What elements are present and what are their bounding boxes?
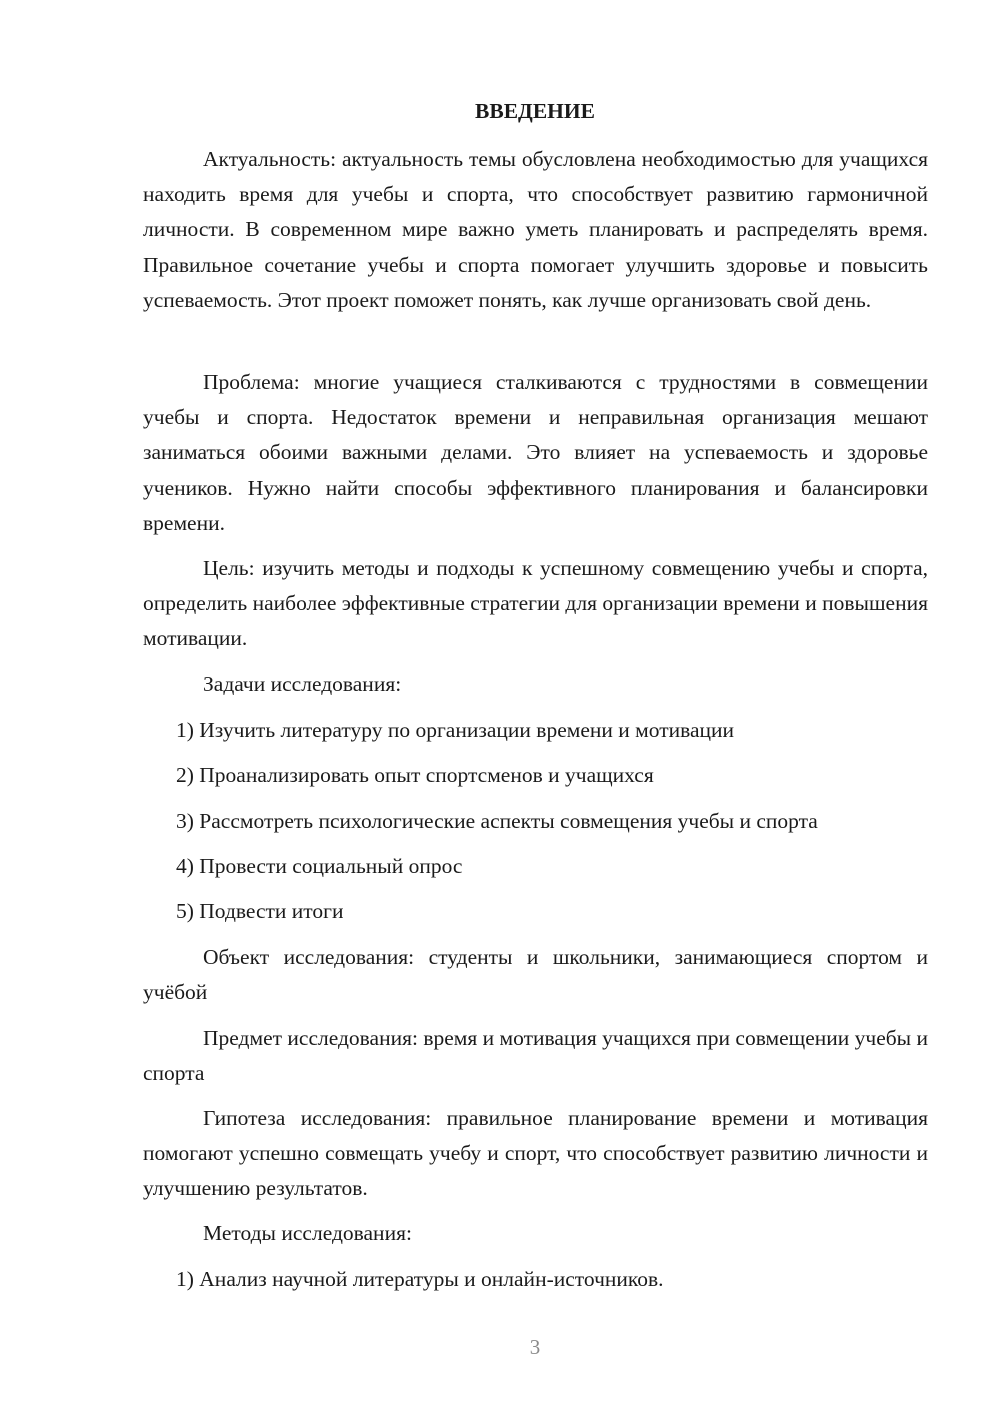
tasks-heading: Задачи исследования: [203, 672, 402, 696]
page-number: 3 [529, 1335, 541, 1359]
task-item: 5) Подвести итоги [176, 899, 344, 923]
subject-paragraph: Предмет исследования: время и мотивация учащихся при совмещении учебы и спорта [143, 1026, 929, 1086]
goal-paragraph: Цель: изучить методы и подходы к успешному совмещению учебы и спорта, определить наиболее эффективные стратегии для организации времени и повышения мотивации. [143, 556, 928, 651]
hypothesis-paragraph: Гипотеза исследования: правильное планирование времени и мотивация помогают успешно совмещать учебу и спорт, что способствует развитию личности и улучшению результатов. [143, 1106, 928, 1201]
task-item: 4) Провести социальный опрос [176, 854, 463, 878]
problem-paragraph: Проблема: многие учащиеся сталкиваются с трудностями в совмещении учебы и спорта. Недостаток времени и неправильная организация мешают заниматься обоими важными делами. Это влияет на успеваемость и здоровье учеников. Нужно найти способы эффективного планирования и балансировки времени. [143, 370, 928, 535]
method-item: 1) Анализ научной литературы и онлайн-источников. [176, 1267, 664, 1291]
object-paragraph: Объект исследования: студенты и школьники, занимающиеся спортом и учёбой [143, 945, 928, 1005]
methods-heading: Методы исследования: [203, 1221, 412, 1245]
task-item: 2) Проанализировать опыт спортсменов и учащихся [176, 763, 654, 787]
task-item: 3) Рассмотреть психологические аспекты совмещения учебы и спорта [176, 809, 818, 833]
task-item: 1) Изучить литературу по организации времени и мотивации [176, 718, 735, 742]
relevance-paragraph: Актуальность: актуальность темы обусловлена необходимостью для учащихся находить время для учебы и спорта, что способствует развитию гармоничной личности. В современном мире важно уметь планировать и распределять время. Правильное сочетание учебы и спорта помогает улучшить здоровье и повысить успеваемость. Этот проект поможет понять, как лучше организовать свой день. [143, 147, 928, 312]
page-title: ВВЕДЕНИЕ [475, 99, 595, 123]
